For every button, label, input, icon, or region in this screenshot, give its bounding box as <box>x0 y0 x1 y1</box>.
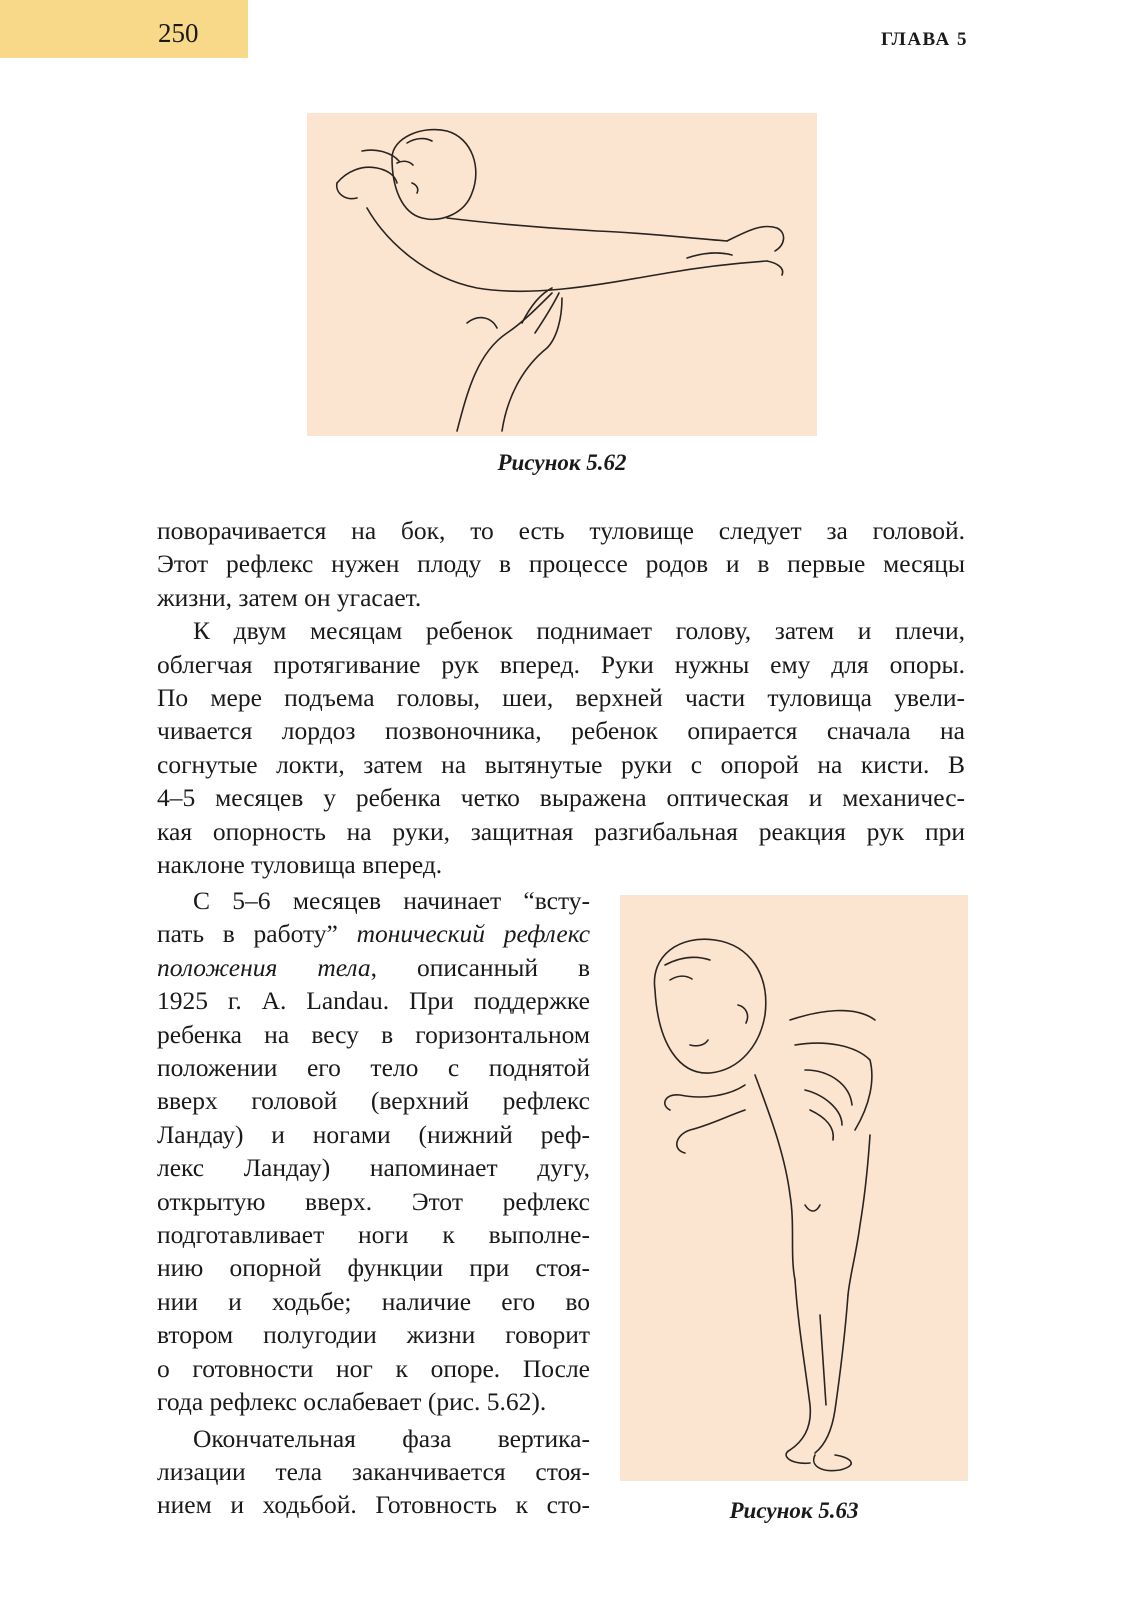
text-line: кая опорность на руки, защитная разгибальная реакция рук при <box>157 816 965 846</box>
text-line: По мере подъема головы, шеи, верхней части туловища увели- <box>157 683 965 713</box>
text-line: положении его тело с поднятой <box>157 1053 590 1083</box>
text-line: Этот рефлекс нужен плоду в процессе родов и в первые месяцы <box>157 549 965 579</box>
text-line: Окончательная фаза вертика- <box>193 1423 590 1453</box>
figure-5-62-caption: Рисунок 5.62 <box>497 450 627 475</box>
text-line: С 5–6 месяцев начинает “всту- <box>193 886 590 915</box>
text-line: втором полугодии жизни говорит <box>157 1320 590 1350</box>
paragraph-2 <box>157 614 965 881</box>
text-span: пать в работу” <box>157 919 338 949</box>
text-line: ребенка на весу в горизонтальном <box>157 1019 590 1049</box>
text-line: подготавливает ноги к выполне- <box>157 1220 590 1250</box>
text-span: , описанный в <box>370 952 590 982</box>
figure-5-63-caption: Рисунок 5.63 <box>729 1498 859 1523</box>
emphasis-term: положения тела <box>157 952 371 982</box>
page-number-box <box>0 0 248 58</box>
text-line: К двум месяцам ребенок поднимает голову, затем и плечи, <box>193 616 965 646</box>
text-line: поворачивается на бок, то есть туловище следует за головой. <box>157 516 965 545</box>
text-line: облегчая протягивание рук вперед. Руки нужны ему для опоры. <box>157 649 965 679</box>
text-line: наклоне туловища вперед. <box>157 850 443 880</box>
main-text-full-width <box>157 514 965 881</box>
text-line: 4–5 месяцев у ребенка четко выражена оптическая и механичес- <box>157 783 965 813</box>
chapter-title: ГЛАВА 5 <box>880 29 968 50</box>
page-number: 250 <box>158 18 199 48</box>
emphasis-term: тонический рефлекс <box>356 919 591 949</box>
text-line: лизации тела заканчивается стоя- <box>157 1456 590 1486</box>
paragraph-3 <box>157 884 590 1419</box>
text-line: нии и ходьбе; наличие его во <box>157 1286 590 1316</box>
text-line: лекс Ландау) напоминает дугу, <box>157 1153 590 1183</box>
text-line: 1925 г. A. Landau. При поддержке <box>157 986 590 1016</box>
text-line: Ландау) и ногами (нижний реф- <box>157 1119 590 1149</box>
figure-5-63-illustration <box>620 895 968 1481</box>
main-text-side-column <box>157 884 590 1522</box>
text-line: года рефлекс ослабевает (рис. 5.62). <box>157 1387 547 1417</box>
paragraph-4 <box>157 1422 590 1522</box>
text-line: нием и ходьбой. Готовность к сто- <box>157 1490 590 1520</box>
text-line: чивается лордоз позвоночника, ребенок опирается сначала на <box>157 716 965 746</box>
text-line: жизни, затем он угасает. <box>157 582 422 612</box>
text-line: о готовности ног к опоре. После <box>157 1353 590 1383</box>
text-line <box>157 951 590 984</box>
text-line: нию опорной функции при стоя- <box>157 1253 590 1283</box>
text-line: вверх головой (верхний рефлекс <box>157 1086 590 1116</box>
text-line: согнутые локти, затем на вытянутые руки с опорой на кисти. В <box>157 749 965 779</box>
text-line <box>157 917 590 950</box>
text-line: открытую вверх. Этот рефлекс <box>157 1186 590 1216</box>
paragraph-1 <box>157 514 965 614</box>
figure-5-62-illustration <box>307 113 817 436</box>
